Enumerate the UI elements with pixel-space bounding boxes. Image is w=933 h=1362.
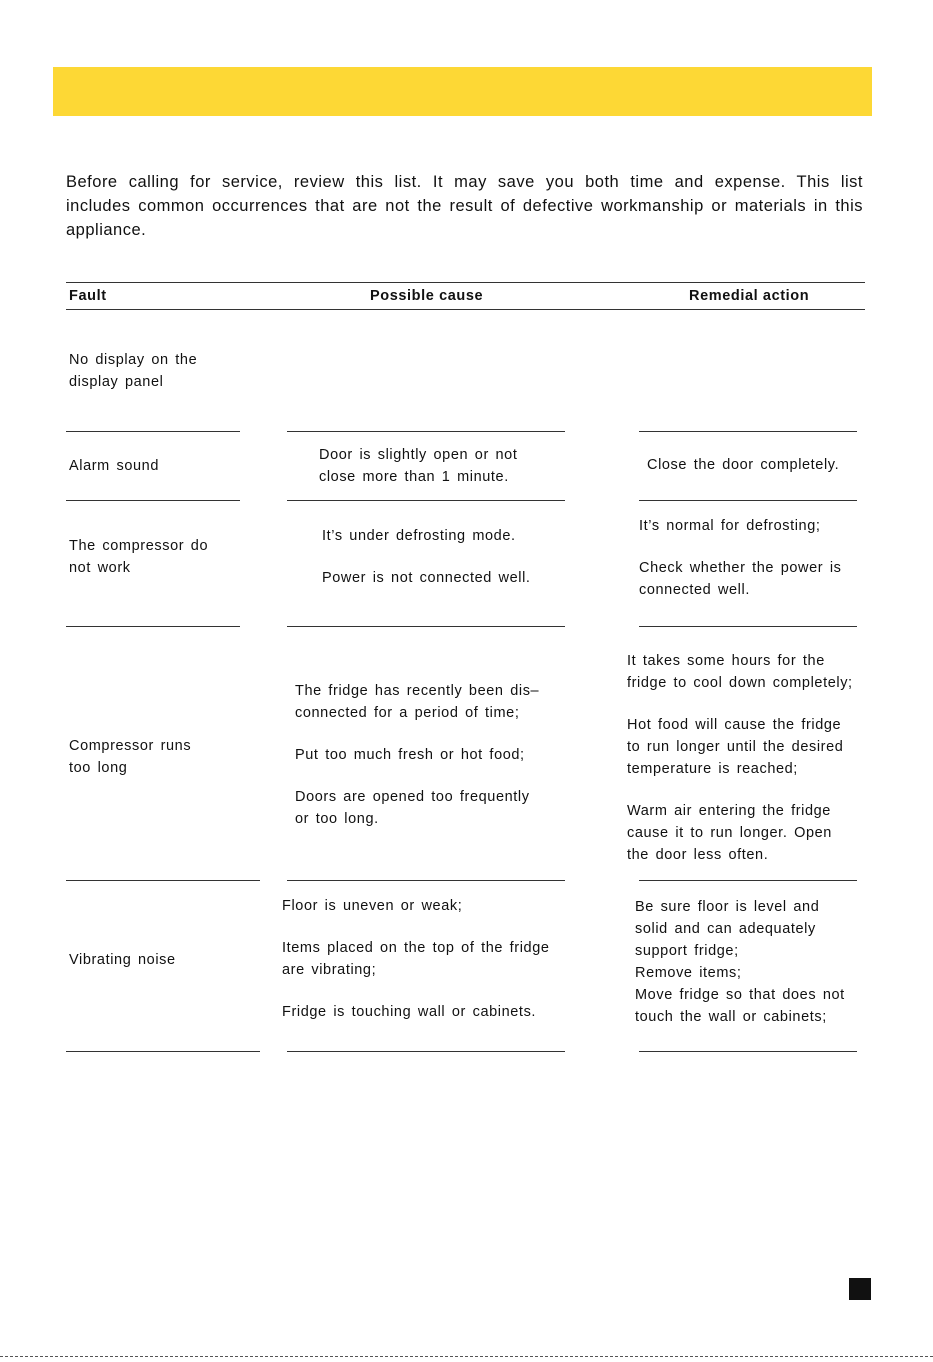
remedy-line: connected well. bbox=[639, 582, 750, 598]
row-divider-remedy bbox=[639, 500, 857, 501]
remedy-cell-alarm-sound bbox=[647, 454, 839, 476]
fault-line: Compressor runs bbox=[69, 738, 192, 754]
header-fault: Fault bbox=[69, 288, 107, 304]
remedy-line: temperature is reached; bbox=[627, 761, 798, 777]
cause-spacer bbox=[282, 981, 550, 1001]
fault-line: too long bbox=[69, 760, 128, 776]
fault-line: Alarm sound bbox=[69, 458, 159, 474]
intro-paragraph: Before calling for service, review this list. It may save you both time and expense. This list includes common occurrences that are not the result of defective workmanship or materials in this appliance. bbox=[66, 173, 863, 239]
remedy-line: the door less often. bbox=[627, 847, 769, 863]
cause-spacer bbox=[295, 766, 539, 786]
row-divider-fault bbox=[66, 500, 240, 501]
remedy-cell-compressor-not-work bbox=[639, 515, 842, 601]
cause-cell-compressor-runs-long bbox=[295, 680, 539, 830]
remedy-line: Warm air entering the fridge bbox=[627, 803, 831, 819]
fault-cell-vibrating-noise bbox=[69, 949, 176, 971]
remedy-spacer bbox=[627, 780, 853, 800]
row-divider-fault bbox=[66, 431, 240, 432]
cause-line: or too long. bbox=[295, 811, 379, 827]
row-divider-fault bbox=[66, 1051, 260, 1052]
row-divider-cause bbox=[287, 431, 565, 432]
fault-line: not work bbox=[69, 560, 131, 576]
remedy-line: Move fridge so that does not bbox=[635, 987, 845, 1003]
fault-line: Vibrating noise bbox=[69, 952, 176, 968]
remedy-spacer bbox=[639, 537, 842, 557]
fault-cell-no-display bbox=[69, 349, 197, 393]
remedy-line: to run longer until the desired bbox=[627, 739, 844, 755]
cause-line: The fridge has recently been dis– bbox=[295, 683, 540, 699]
header-remedial-action: Remedial action bbox=[689, 288, 810, 304]
remedy-cell-compressor-runs-long bbox=[627, 650, 853, 866]
row-divider-cause bbox=[287, 626, 565, 627]
section-header-banner bbox=[53, 67, 872, 116]
cause-line: Put too much fresh or hot food; bbox=[295, 747, 525, 763]
row-divider-cause bbox=[287, 500, 565, 501]
cause-spacer bbox=[322, 547, 531, 567]
cause-line: Items placed on the top of the fridge bbox=[282, 940, 550, 956]
remedy-line: Be sure floor is level and bbox=[635, 899, 820, 915]
row-divider-remedy bbox=[639, 880, 857, 881]
cause-line: Floor is uneven or weak; bbox=[282, 898, 463, 914]
row-divider-remedy bbox=[639, 431, 857, 432]
row-divider-remedy bbox=[639, 1051, 857, 1052]
table-top-rule bbox=[66, 282, 865, 283]
remedy-line: Remove items; bbox=[635, 965, 742, 981]
fault-line: No display on the bbox=[69, 352, 198, 368]
cause-line: Power is not connected well. bbox=[322, 570, 531, 586]
row-divider-fault bbox=[66, 626, 240, 627]
cause-cell-compressor-not-work bbox=[322, 525, 531, 589]
table-header-rule bbox=[66, 309, 865, 310]
cause-line: Doors are opened too frequently bbox=[295, 789, 530, 805]
fault-cell-alarm-sound bbox=[69, 455, 159, 477]
remedy-line: It’s normal for defrosting; bbox=[639, 518, 821, 534]
remedy-line: Close the door completely. bbox=[647, 457, 840, 473]
remedy-line: fridge to cool down completely; bbox=[627, 675, 853, 691]
cause-line: Door is slightly open or not bbox=[319, 447, 518, 463]
cause-cell-vibrating-noise bbox=[282, 895, 550, 1023]
row-divider-remedy bbox=[639, 626, 857, 627]
remedy-line: cause it to run longer. Open bbox=[627, 825, 832, 841]
fault-cell-compressor-runs-long bbox=[69, 735, 191, 779]
header-possible-cause: Possible cause bbox=[370, 288, 484, 304]
remedy-line: It takes some hours for the bbox=[627, 653, 825, 669]
cause-line: It’s under defrosting mode. bbox=[322, 528, 516, 544]
cause-spacer bbox=[282, 917, 550, 937]
remedy-line: solid and can adequately bbox=[635, 921, 816, 937]
remedy-cell-vibrating-noise bbox=[635, 896, 845, 1028]
fault-line: display panel bbox=[69, 374, 164, 390]
cause-cell-alarm-sound bbox=[319, 444, 517, 488]
cause-line: connected for a period of time; bbox=[295, 705, 520, 721]
cause-spacer bbox=[295, 724, 539, 744]
cause-line: are vibrating; bbox=[282, 962, 377, 978]
remedy-spacer bbox=[627, 694, 853, 714]
page-bottom-dashed-edge bbox=[0, 1356, 933, 1357]
remedy-line: touch the wall or cabinets; bbox=[635, 1009, 827, 1025]
row-divider-cause bbox=[287, 880, 565, 881]
remedy-line: Hot food will cause the fridge bbox=[627, 717, 842, 733]
page-marker-square bbox=[849, 1278, 871, 1300]
row-divider-fault bbox=[66, 880, 260, 881]
fault-line: The compressor do bbox=[69, 538, 209, 554]
fault-cell-compressor-not-work bbox=[69, 535, 208, 579]
cause-line: Fridge is touching wall or cabinets. bbox=[282, 1004, 537, 1020]
cause-line: close more than 1 minute. bbox=[319, 469, 509, 485]
remedy-line: support fridge; bbox=[635, 943, 739, 959]
remedy-line: Check whether the power is bbox=[639, 560, 842, 576]
row-divider-cause bbox=[287, 1051, 565, 1052]
